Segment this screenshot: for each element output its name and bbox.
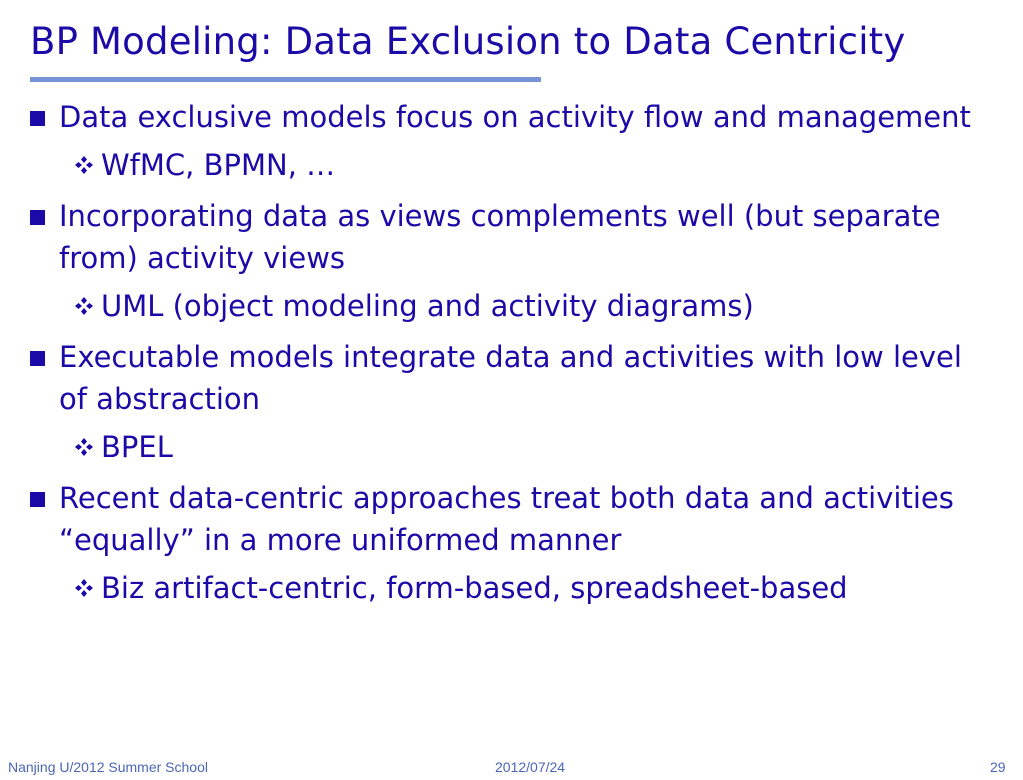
bullet-text: Incorporating data as views complements well (but separate from) activity views [59,199,941,275]
sub-bullet-item [28,567,988,609]
four-diamond-bullet-icon [74,155,94,175]
bullet-text: Data exclusive models focus on activity flow and management [59,100,971,134]
four-diamond-bullet-icon [74,578,94,598]
footer-date: 2012/07/24 [495,759,566,775]
sub-bullet-item [28,426,988,468]
sub-bullet-item [28,285,988,327]
four-diamond-bullet-icon [74,296,94,316]
bullet-item [28,96,988,138]
footer-page-number: 29 [990,759,1006,775]
footer-event: Nanjing U/2012 Summer School [8,759,208,775]
title-underline [30,77,541,82]
square-bullet-icon [30,210,45,225]
slide-title: BP Modeling: Data Exclusion to Data Centricity [30,20,906,63]
bullet-item [28,336,988,420]
bullet-text: Recent data-centric approaches treat both data and activities “equally” in a more uniformed manner [59,481,954,557]
bullet-item [28,477,988,561]
square-bullet-icon [30,351,45,366]
sub-bullet-text: UML (object modeling and activity diagrams) [101,289,754,323]
sub-bullet-item [28,144,988,186]
four-diamond-bullet-icon [74,437,94,457]
slide-content [28,96,988,618]
sub-bullet-text: WfMC, BPMN, … [101,148,336,182]
bullet-item [28,195,988,279]
bullet-text: Executable models integrate data and activities with low level of abstraction [59,340,962,416]
square-bullet-icon [30,492,45,507]
square-bullet-icon [30,111,45,126]
sub-bullet-text: Biz artifact-centric, form-based, spreadsheet-based [101,571,848,605]
sub-bullet-text: BPEL [101,430,173,464]
